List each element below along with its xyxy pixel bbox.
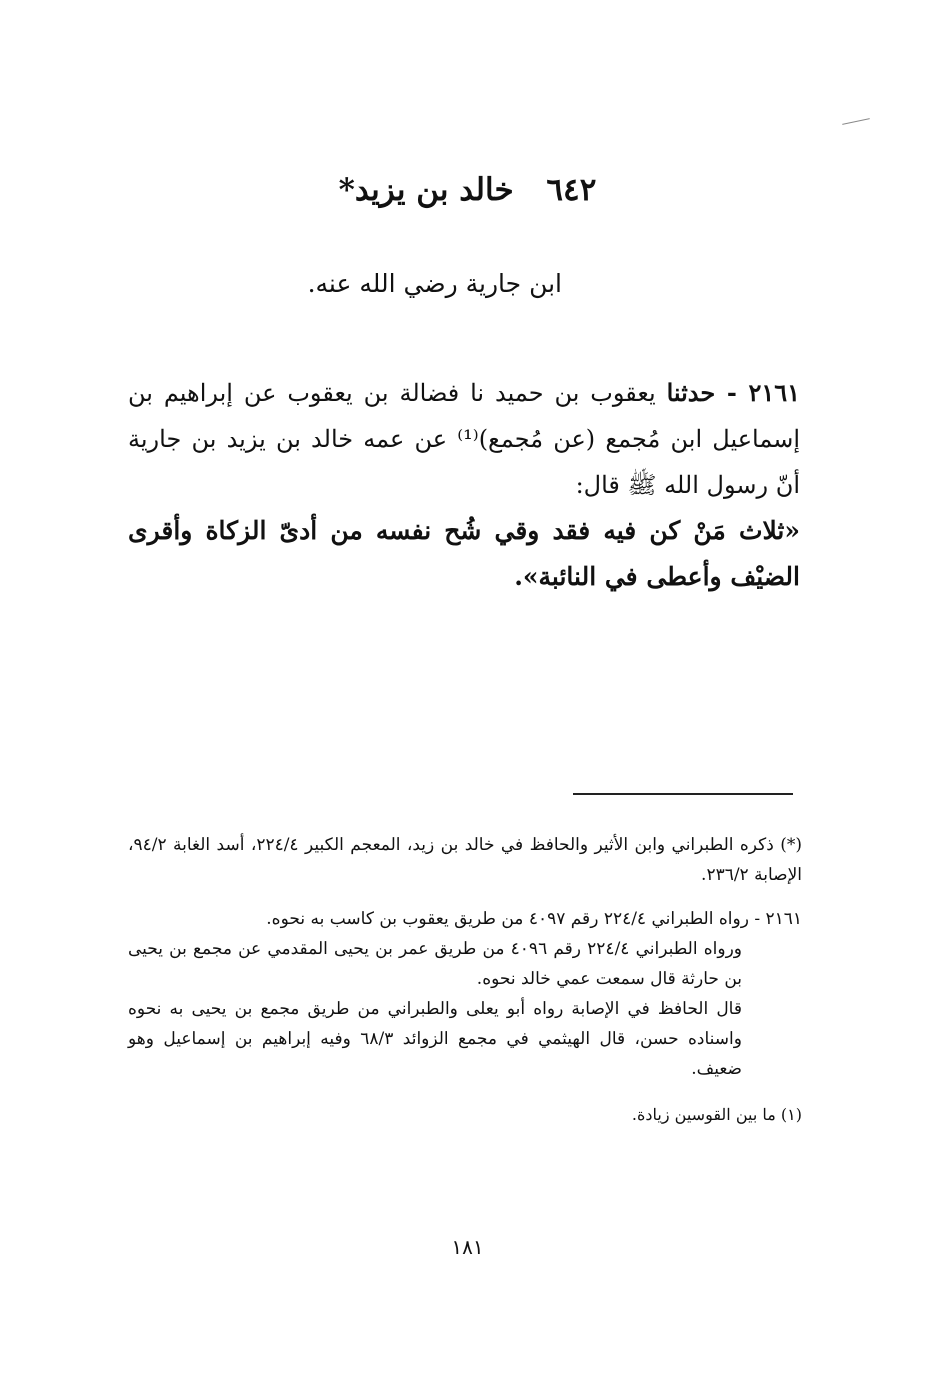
entry-name: خالد بن يزيد*: [338, 172, 514, 208]
hadith-number: ٢١٦١ - حدثنا: [666, 378, 800, 407]
scan-mark: [842, 118, 870, 125]
entry-heading: [0, 166, 935, 214]
hadith-matn: «ثلاث مَنْ كن فيه فقد وقي شُح نفسه من أدىّ الزكاة وأقرى الضيْف وأعطى في النائبة».: [128, 516, 800, 591]
takhrij-line: قال الحافظ في الإصابة رواه أبو يعلى والطبراني من طريق مجمع بن يحيى به نحوه واسناده حسن، قال الهيثمي في مجمع الزوائد ٦٨/٣ وفيه إبراهيم بن إسماعيل وهو ضعيف.: [128, 999, 742, 1079]
hadith-isnad-paragraph: [128, 370, 800, 508]
takhrij-line: ٢١٦١ - رواه الطبراني ٢٢٤/٤ رقم ٤٠٩٧ من طريق يعقوب بن كاسب به نحوه.: [266, 909, 802, 929]
takhrij-line: ورواه الطبراني ٢٢٤/٤ رقم ٤٠٩٦ من طريق عمر بن يحيى المقدمي عن مجمع بن يحيى بن حارثة قال سمعت عمي خالد نحوه.: [128, 939, 742, 989]
page-number: ١٨١: [451, 1235, 484, 1259]
footnote-separator: [573, 793, 793, 795]
entry-number: ٦٤٢: [546, 172, 597, 208]
takhrij-footnote: [128, 904, 802, 1084]
hadith-isnad: يعقوب بن حميد نا فضالة بن يعقوب عن إبراهيم بن إسماعيل ابن مُجمع (عن مُجمع)⁽¹⁾ عن عمه خالد بن يزيد بن جارية أنّ رسول الله ﷺ قال:: [128, 379, 800, 499]
footnotes: [128, 830, 802, 1130]
biography-footnote: (*) ذكره الطبراني وابن الأثير والحافظ في خالد بن زيد، المعجم الكبير ٢٢٤/٤، أسد الغابة ٩٤/٢، الإصابة ٢٣٦/٢.: [128, 835, 803, 885]
addition-footnote: (١) ما بين القوسين زيادة.: [631, 1105, 802, 1124]
hadith-block: [128, 370, 800, 600]
entry-subtitle: ابن جارية رضي الله عنه.: [307, 269, 562, 298]
